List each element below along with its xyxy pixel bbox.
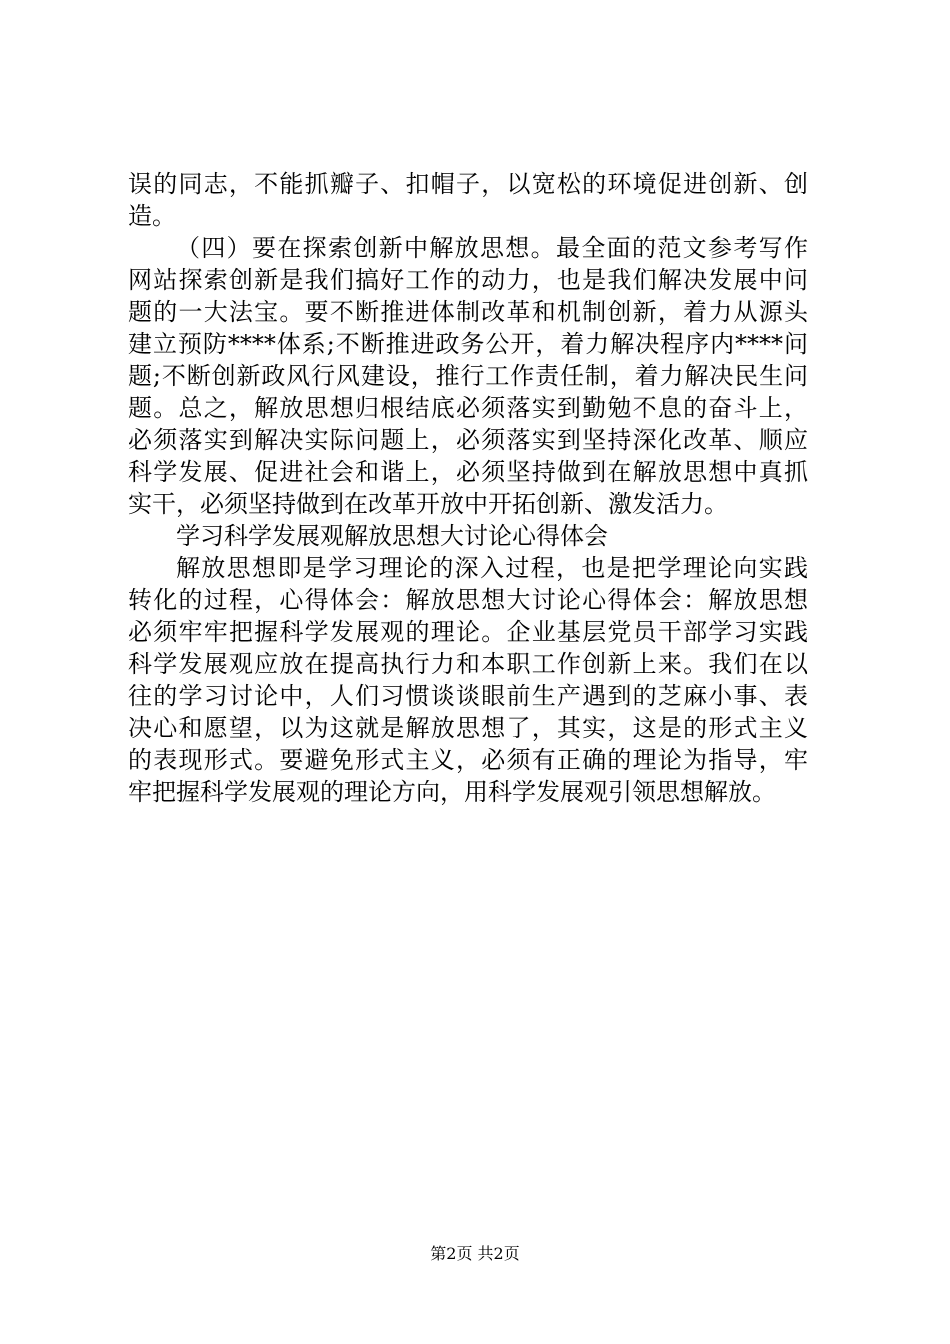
text-line: 解放思想即是学习理论的深入过程，也是把学理论向实践 (176, 554, 808, 582)
text-line: 题的一大法宝。要不断推进体制改革和机制创新，着力从源头 (128, 298, 808, 326)
text-line: 造。 (128, 202, 176, 230)
text-line: 决心和愿望，以为这就是解放思想了，其实，这是的形式主义 (128, 714, 808, 742)
paragraph-3 (128, 552, 808, 808)
text-line: 的表现形式。要避免形式主义，必须有正确的理论为指导，牢 (128, 746, 808, 774)
text-line: （四）要在探索创新中解放思想。最全面的范文参考写作 (176, 234, 808, 262)
text-line: 网站探索创新是我们搞好工作的动力，也是我们解决发展中问 (128, 266, 808, 294)
paragraph-1 (128, 168, 808, 232)
text-line: 科学发展观应放在提高执行力和本职工作创新上来。我们在以 (128, 650, 808, 678)
text-line: 往的学习讨论中，人们习惯谈谈眼前生产遇到的芝麻小事、表 (128, 682, 808, 710)
text-line: 必须牢牢把握科学发展观的理论。企业基层党员干部学习实践 (128, 618, 808, 646)
document-body (128, 168, 808, 808)
text-line: 实干，必须坚持做到在改革开放中开拓创新、激发活力。 (128, 490, 728, 518)
paragraph-2 (128, 232, 808, 520)
section-title (128, 520, 808, 552)
text-line: 转化的过程，心得体会：解放思想大讨论心得体会：解放思想 (128, 586, 808, 614)
page-number-label: 第2页 共2页 (430, 1244, 520, 1263)
text-line: 牢把握科学发展观的理论方向，用科学发展观引领思想解放。 (128, 778, 776, 806)
text-line: 题;不断创新政风行风建设，推行工作责任制，着力解决民生问 (128, 362, 808, 390)
text-line: 题。总之，解放思想归根结底必须落实到勤勉不息的奋斗上， (128, 394, 808, 422)
text-line: 建立预防****体系;不断推进政务公开，着力解决程序内****问 (128, 330, 808, 358)
section-heading: 学习科学发展观解放思想大讨论心得体会 (176, 522, 608, 550)
text-line: 误的同志，不能抓瓣子、扣帽子，以宽松的环境促进创新、创 (128, 170, 808, 198)
text-line: 科学发展、促进社会和谐上，必须坚持做到在解放思想中真抓 (128, 458, 808, 486)
text-line: 必须落实到解决实际问题上，必须落实到坚持深化改革、顺应 (128, 426, 808, 454)
page-footer (0, 1244, 950, 1264)
